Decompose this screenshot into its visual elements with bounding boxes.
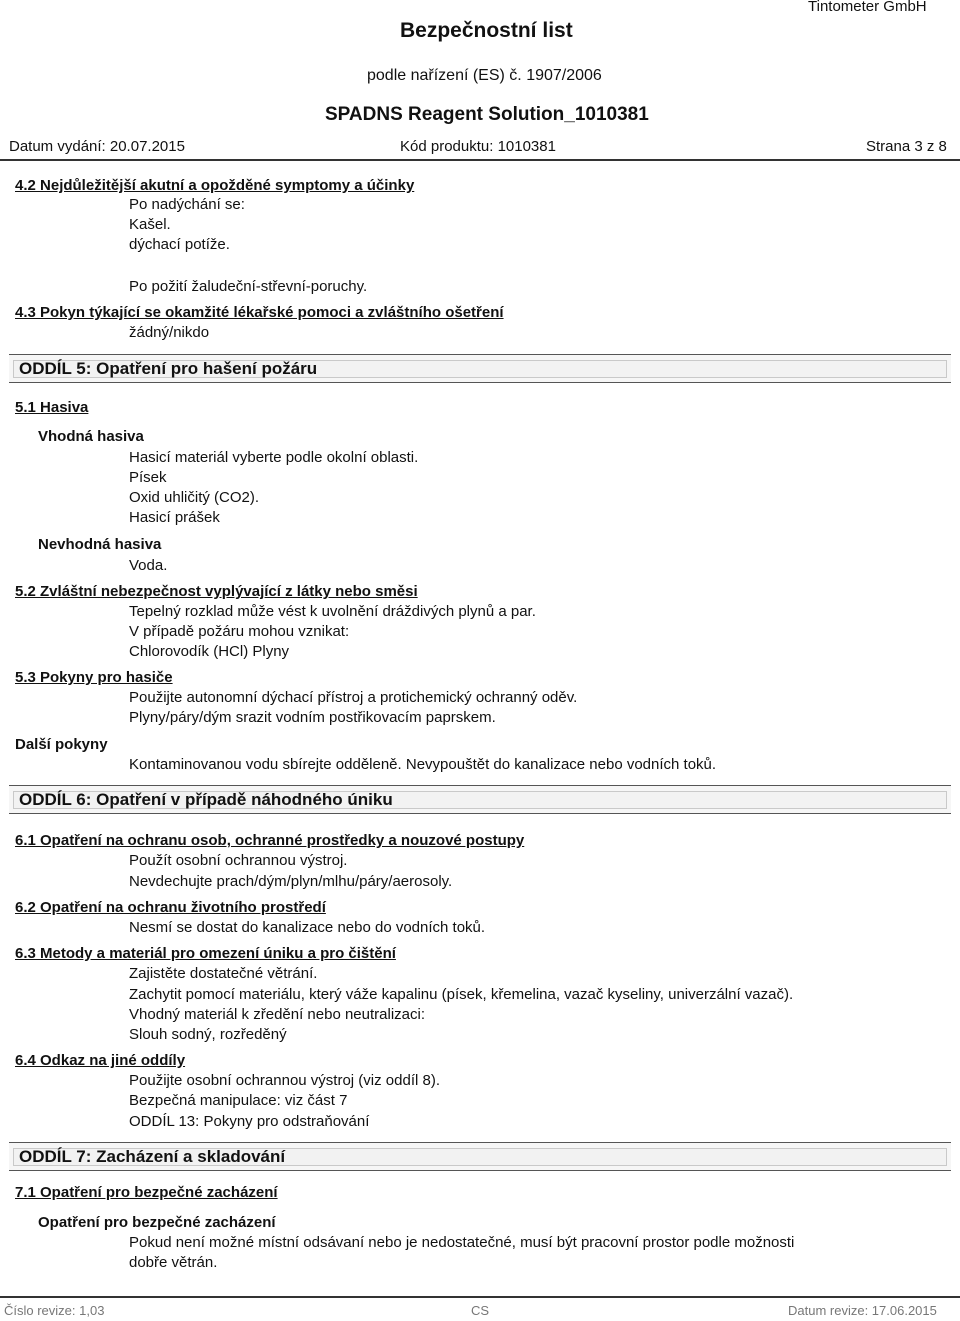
- text-line: Tepelný rozklad může vést k uvolnění dráždivých plynů a par.: [129, 603, 536, 620]
- text-line: Hasicí materiál vyberte podle okolní oblasti.: [129, 449, 419, 466]
- text-line: Nesmí se dostat do kanalizace nebo do vodních toků.: [129, 919, 486, 936]
- section-5-header: [9, 354, 951, 383]
- text-line: Písek: [129, 469, 167, 486]
- heading-4-2: 4.2 Nejdůležitější akutní a opožděné symptomy a účinky: [15, 177, 415, 194]
- product-name: SPADNS Reagent Solution_1010381: [325, 104, 649, 125]
- text-line: žádný/nikdo: [129, 324, 210, 341]
- footer-divider: [0, 1296, 960, 1298]
- document-title: Bezpečnostní list: [400, 19, 573, 42]
- regulation: podle nařízení (ES) č. 1907/2006: [367, 67, 602, 84]
- company-name: Tintometer GmbH: [808, 0, 927, 15]
- text-line: Použijte autonomní dýchací přístroj a protichemický ochranný oděv.: [129, 689, 578, 706]
- text-line: Hasicí prášek: [129, 509, 220, 526]
- unsuitable-label: Nevhodná hasiva: [38, 536, 162, 553]
- text-line: dobře větrán.: [129, 1254, 218, 1271]
- issue-date: Datum vydání: 20.07.2015: [9, 138, 185, 155]
- section-6-header: [9, 785, 951, 814]
- text-line: Vhodný materiál k zředění nebo neutralizaci:: [129, 1006, 426, 1023]
- heading-5-2: 5.2 Zvláštní nebezpečnost vyplývající z látky nebo směsi: [15, 583, 418, 600]
- header-divider: [0, 159, 960, 161]
- safe-handling-label: Opatření pro bezpečné zacházení: [38, 1214, 276, 1231]
- text-line: Po nadýchání se:: [129, 196, 245, 213]
- heading-7-1: 7.1 Opatření pro bezpečné zacházení: [15, 1184, 278, 1201]
- text-line: Zachytit pomocí materiálu, který váže kapalinu (písek, křemelina, vazač kyseliny, univerzální vazač).: [129, 986, 794, 1003]
- text-line: Oxid uhličitý (CO2).: [129, 489, 260, 506]
- revision-number: Číslo revize: 1,03: [4, 1303, 105, 1318]
- heading-6-3: 6.3 Metody a materiál pro omezení úniku a pro čištění: [15, 945, 396, 962]
- text-line: Plyny/páry/dým srazit vodním postřikovacím paprskem.: [129, 709, 496, 726]
- heading-5-1: 5.1 Hasiva: [15, 399, 89, 416]
- further-label: Další pokyny: [15, 736, 108, 753]
- text-line: dýchací potíže.: [129, 236, 230, 253]
- text-line: Chlorovodík (HCl) Plyny: [129, 643, 290, 660]
- text-line: Pokud není možné místní odsávaní nebo je nedostatečné, musí být pracovní prostor podle možnosti: [129, 1234, 795, 1251]
- section-6-title: ODDÍL 6: Opatření v případě náhodného úniku: [19, 790, 393, 809]
- text-line: V případě požáru mohou vznikat:: [129, 623, 350, 640]
- text-line: Použijte osobní ochrannou výstroj (viz oddíl 8).: [129, 1072, 440, 1089]
- text-line: Kašel.: [129, 216, 171, 233]
- section-7-title: ODDÍL 7: Zacházení a skladování: [19, 1147, 286, 1166]
- text-line: Voda.: [129, 557, 168, 574]
- text-line: Zajistěte dostatečné větrání.: [129, 965, 318, 982]
- text-line: ODDÍL 13: Pokyny pro odstraňování: [129, 1113, 370, 1130]
- text-line: Použít osobní ochrannou výstroj.: [129, 852, 348, 869]
- language-code: CS: [471, 1303, 490, 1318]
- heading-5-3: 5.3 Pokyny pro hasiče: [15, 669, 173, 686]
- product-code: Kód produktu: 1010381: [400, 138, 556, 155]
- text-line: Po požití žaludeční-střevní-poruchy.: [129, 278, 368, 295]
- section-7-header: [9, 1142, 951, 1171]
- text-line: Nevdechujte prach/dým/plyn/mlhu/páry/aerosoly.: [129, 873, 453, 890]
- text-line: Bezpečná manipulace: viz část 7: [129, 1092, 348, 1109]
- text-line: Slouh sodný, rozředěný: [129, 1026, 287, 1043]
- heading-6-4: 6.4 Odkaz na jiné oddíly: [15, 1052, 186, 1069]
- heading-6-2: 6.2 Opatření na ochranu životního prostředí: [15, 899, 326, 916]
- page-number: Strana 3 z 8: [866, 138, 947, 155]
- section-5-title: ODDÍL 5: Opatření pro hašení požáru: [19, 359, 318, 378]
- heading-4-3: 4.3 Pokyn týkající se okamžité lékařské pomoci a zvláštního ošetření: [15, 304, 504, 321]
- revision-date: Datum revize: 17.06.2015: [788, 1303, 937, 1318]
- heading-6-1: 6.1 Opatření na ochranu osob, ochranné prostředky a nouzové postupy: [15, 832, 525, 849]
- text-line: Kontaminovanou vodu sbírejte odděleně. Nevypouštět do kanalizace nebo vodních toků.: [129, 756, 717, 773]
- suitable-label: Vhodná hasiva: [38, 428, 144, 445]
